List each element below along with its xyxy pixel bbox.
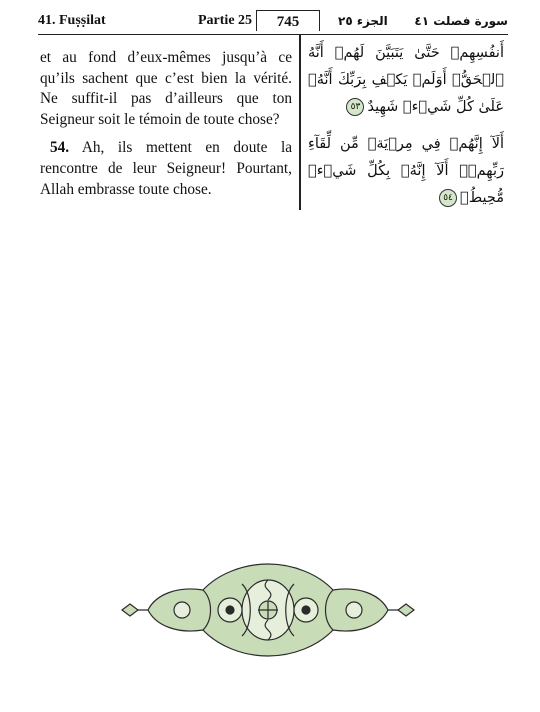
ayah-54-marker-icon: ٥٤ [439,189,457,207]
verse-54-arabic-text: أَلَآ إِنَّهُمۡ فِي مِرۡيَةٖ مِّن لِّقَآءِ رَبِّهِمۡۗ أَلَآ إِنَّهُۥ بِكُلِّ شَيۡءٖ مُّحِيطُۢ [308,136,504,206]
surah-title-french: 41. Fuṣṣilat [38,13,106,28]
verse-54-text: Ah, ils mettent en doute la rencontre de leur Seigneur! Pourtant, Allah embrasse toute chose. [40,139,292,198]
page-number: 745 [256,10,320,31]
juz-label-arabic: الجزء ٢٥ [338,14,388,28]
verse-54-number: 54. [50,139,70,157]
part-label: Partie 25 [198,13,253,28]
page-header [38,8,508,35]
verse-53-arabic [308,40,504,121]
column-divider [299,34,301,210]
verse-54-translation [40,138,292,200]
french-translation-column [40,48,292,200]
verse-54-arabic [308,131,504,212]
verse-53-arabic-text: أَنفُسِهِمۡ حَتَّىٰ يَتَبَيَّنَ لَهُمۡ أَنَّهُ ٱلۡحَقُّۗ أَوَلَمۡ يَكۡفِ بِرَبِّكَ أَنَّهُۥ عَلَىٰ كُلِّ شَيۡءٖ شَهِيدٌ [308,45,504,115]
ayah-53-marker-icon: ٥٣ [346,98,364,116]
surah-title-arabic: سورة فصلت ٤١ [414,14,508,28]
arabic-text-column [308,40,504,212]
verse-53-translation: et au fond d’eux-mêmes jusqu’à ce qu’ils sachent que c’est bien la vérité. Ne suffit-il pas d’ailleurs que ton Seigneur soit le témoin de toute chose? [40,49,292,128]
arabesque-ornament-icon [118,560,418,660]
